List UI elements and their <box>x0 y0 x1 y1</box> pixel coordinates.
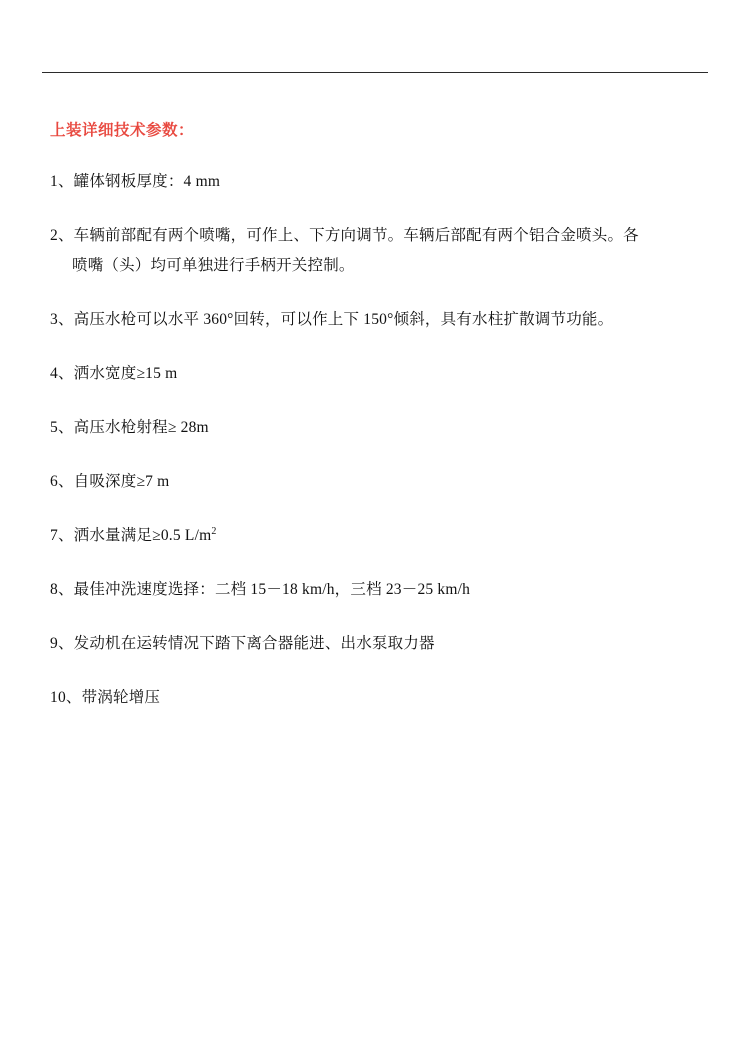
spec-item-6 <box>50 470 708 494</box>
spec-item-text: 7、洒水量满足≥0.5 L/m <box>50 527 212 545</box>
spec-item-text: 4、洒水宽度≥15 m <box>50 365 178 383</box>
spec-item-2 <box>50 224 708 278</box>
spec-item-1 <box>50 170 708 194</box>
document-body <box>42 118 708 710</box>
spec-item-text: 10、带涡轮增压 <box>50 689 161 707</box>
spec-item-10 <box>50 686 708 710</box>
spec-item-9 <box>50 632 708 656</box>
spec-item-text: 9、发动机在运转情况下踏下离合器能进、出水泵取力器 <box>50 635 435 653</box>
header-divider <box>42 72 708 73</box>
spec-item-5 <box>50 416 708 440</box>
spec-item-text: 3、高压水枪可以水平 360°回转，可以作上下 150°倾斜，具有水柱扩散调节功能。 <box>50 311 614 329</box>
spec-item-text: 2、车辆前部配有两个喷嘴，可作上、下方向调节。车辆后部配有两个铝合金喷头。各 <box>50 227 639 245</box>
spec-item-7 <box>50 524 708 548</box>
spec-item-superscript: 2 <box>211 526 217 538</box>
spec-item-text: 8、最佳冲洗速度选择：二档 15－18 km/h，三档 23－25 km/h <box>50 581 471 599</box>
spec-item-text: 5、高压水枪射程≥ 28m <box>50 419 209 437</box>
page-title: 上装详细技术参数： <box>50 121 195 139</box>
spec-item-text: 1、罐体钢板厚度：4 mm <box>50 173 221 190</box>
spec-item-4 <box>50 362 708 386</box>
spec-item-text: 6、自吸深度≥7 m <box>50 473 170 491</box>
spec-item-continuation: 喷嘴（头）均可单独进行手柄开关控制。 <box>72 257 355 275</box>
spec-item-8 <box>50 578 708 602</box>
spec-item-3 <box>50 308 708 332</box>
